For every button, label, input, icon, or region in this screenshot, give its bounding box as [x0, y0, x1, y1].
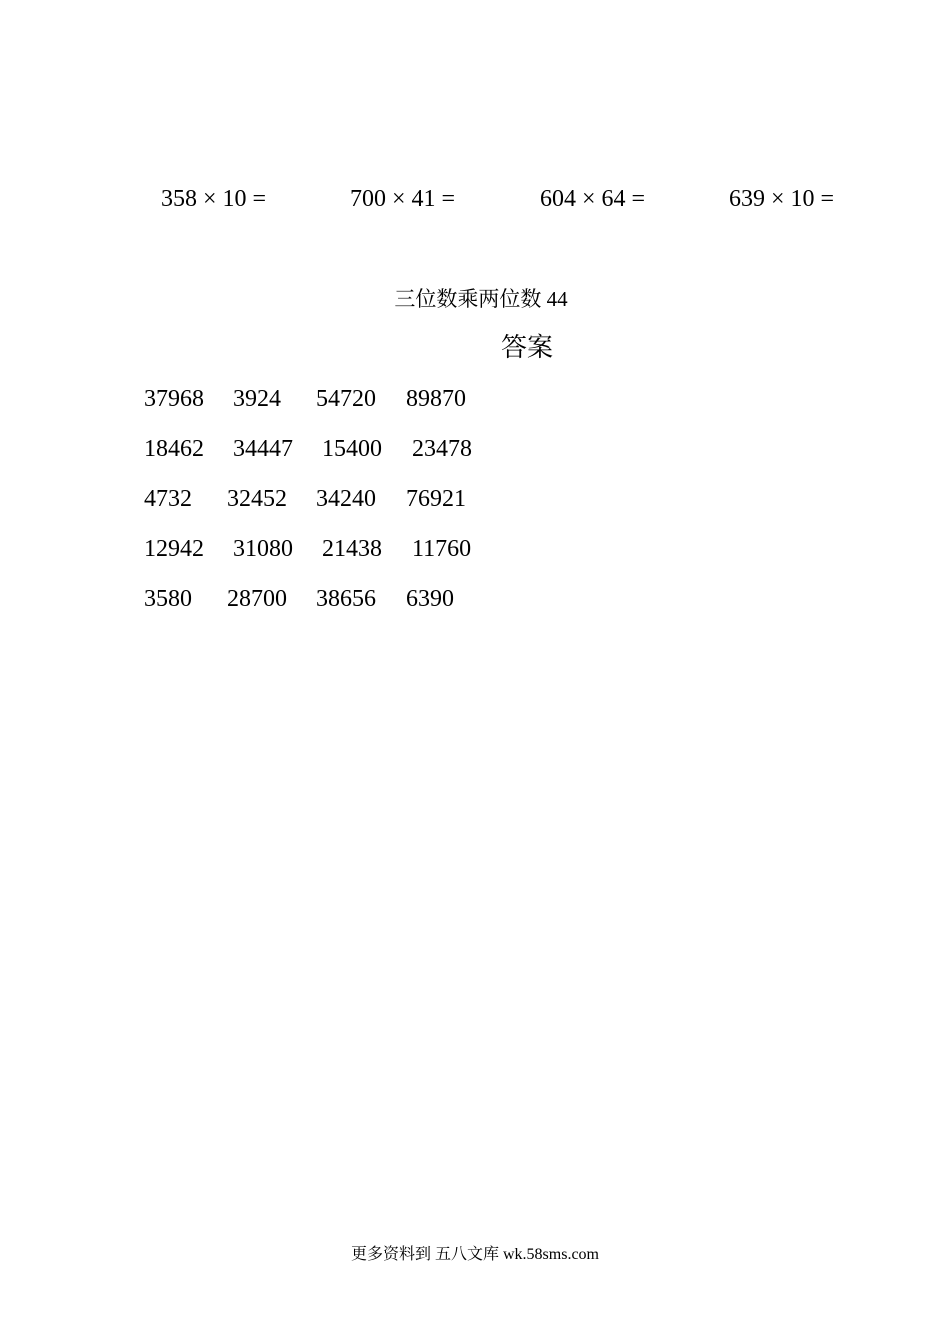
answer-cell: 21438 — [322, 536, 382, 562]
answer-cell: 4732 — [144, 486, 192, 512]
answer-cell: 38656 — [316, 586, 376, 612]
answer-cell: 11760 — [412, 536, 472, 562]
problem-1: 358 × 10 = — [161, 186, 267, 212]
answer-cell: 31080 — [233, 536, 293, 562]
answer-cell: 37968 — [144, 386, 204, 412]
answer-cell: 76921 — [406, 486, 466, 512]
answer-cell: 3580 — [144, 586, 192, 612]
worksheet-title: 三位数乘两位数 44 — [394, 287, 568, 311]
problem-3: 604 × 64 = — [540, 186, 646, 212]
answer-cell: 23478 — [412, 436, 472, 462]
answer-cell: 89870 — [406, 386, 466, 412]
answer-cell: 12942 — [144, 536, 204, 562]
answer-heading: 答案 — [501, 333, 554, 362]
answer-cell: 34240 — [316, 486, 376, 512]
problem-2: 700 × 41 = — [350, 186, 456, 212]
answer-cell: 54720 — [316, 386, 376, 412]
answer-cell: 18462 — [144, 436, 204, 462]
answer-cell: 3924 — [233, 386, 281, 412]
problem-4: 639 × 10 = — [729, 186, 835, 212]
answer-cell: 32452 — [227, 486, 287, 512]
answer-cell: 28700 — [227, 586, 287, 612]
answer-cell: 15400 — [322, 436, 382, 462]
footer-note: 更多资料到 五八文库 wk.58sms.com — [350, 1246, 599, 1263]
answer-cell: 34447 — [233, 436, 293, 462]
answer-cell: 6390 — [406, 586, 454, 612]
